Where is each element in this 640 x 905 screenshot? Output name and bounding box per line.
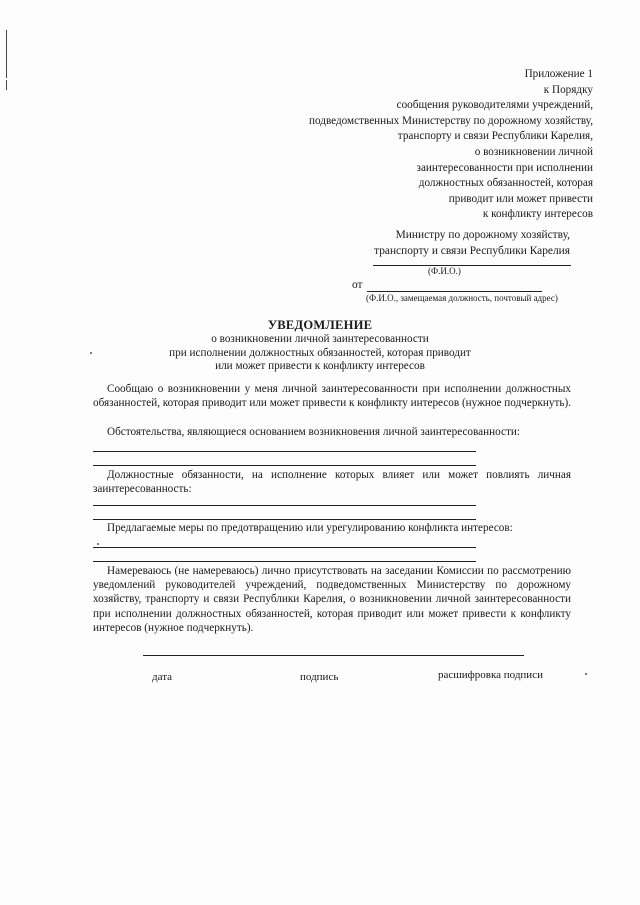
duties-field-line[interactable] xyxy=(93,519,476,520)
duties-field-line[interactable] xyxy=(93,505,476,506)
scan-edge-mark xyxy=(6,80,7,90)
date-caption: дата xyxy=(152,671,173,683)
scan-edge-mark xyxy=(6,30,7,78)
from-label: от xyxy=(352,279,363,291)
signature-caption: подпись xyxy=(300,671,339,683)
paragraph-measures: Предлагаемые меры по предотвращению или урегулированию конфликта интересов: xyxy=(107,522,513,534)
notice-title: УВЕДОМЛЕНИЕ xyxy=(267,318,373,332)
appendix-line: транспорту и связи Республики Карелия, xyxy=(397,130,593,143)
addressee-block xyxy=(310,227,570,259)
appendix-line: подведомственных Министерству по дорожному хозяйству, xyxy=(309,114,593,127)
fio-field-line[interactable] xyxy=(373,265,571,266)
circumstances-field-line[interactable] xyxy=(93,451,476,452)
measures-field-line[interactable] xyxy=(93,561,476,562)
fio-caption: (Ф.И.О.) xyxy=(428,266,461,276)
appendix-line: сообщения руководителями учреждений, xyxy=(396,99,593,112)
circumstances-field-line[interactable] xyxy=(93,465,476,466)
paragraph-circumstances: Обстоятельства, являющиеся основанием возникновения личной заинтересованности: xyxy=(107,426,520,438)
appendix-block xyxy=(263,67,593,223)
scan-speck xyxy=(97,543,99,545)
notice-subtitle: при исполнении должностных обязанностей, которая приводит xyxy=(169,346,471,359)
paragraph-declaration: Сообщаю о возникновении у меня личной заинтересованности при исполнении должностных обязанностей, которая приводит или может привести к конфликту интересов (нужное подчеркнуть). xyxy=(93,383,571,410)
paragraph-duties: Должностные обязанности, на исполнение которых влияет или может повлиять личная заинтересованность: xyxy=(93,469,571,496)
notice-heading xyxy=(0,317,640,374)
appendix-line: должностных обязанностей, которая xyxy=(418,177,593,190)
measures-field-line[interactable] xyxy=(93,547,476,548)
appendix-line: заинтересованности при исполнении xyxy=(416,161,593,174)
appendix-line: о возникновении личной xyxy=(474,145,593,158)
from-caption: (Ф.И.О., замещаемая должность, почтовый адрес) xyxy=(366,293,558,303)
appendix-line: приводит или может привести xyxy=(448,192,593,205)
scan-speck xyxy=(585,673,587,675)
paragraph-attendance: Намереваюсь (не намереваюсь) лично присутствовать на заседании Комиссии по рассмотрению уведомлений руководителей учреждений, подведомственных Министерству по дорожному хозяйству, транспорту и связи Республики Карелия, о возникновении личной заинтересованности при исполнении должностных обязанностей, которая приводит или может привести к конфликту интересов (нужное подчеркнуть). xyxy=(93,565,571,634)
addressee-line: транспорту и связи Республики Карелия xyxy=(374,245,570,257)
notice-subtitle: о возникновении личной заинтересованности xyxy=(211,333,429,345)
appendix-line: к Порядку xyxy=(543,83,593,96)
addressee-line: Министру по дорожному хозяйству, xyxy=(395,229,570,241)
signature-decode-caption: расшифровка подписи xyxy=(438,669,543,681)
appendix-line: к конфликту интересов xyxy=(482,208,593,221)
appendix-line: Приложение 1 xyxy=(524,68,593,80)
notice-subtitle: или может привести к конфликту интересов xyxy=(215,360,425,373)
signature-line[interactable] xyxy=(143,655,524,656)
from-field-line[interactable] xyxy=(367,291,542,292)
